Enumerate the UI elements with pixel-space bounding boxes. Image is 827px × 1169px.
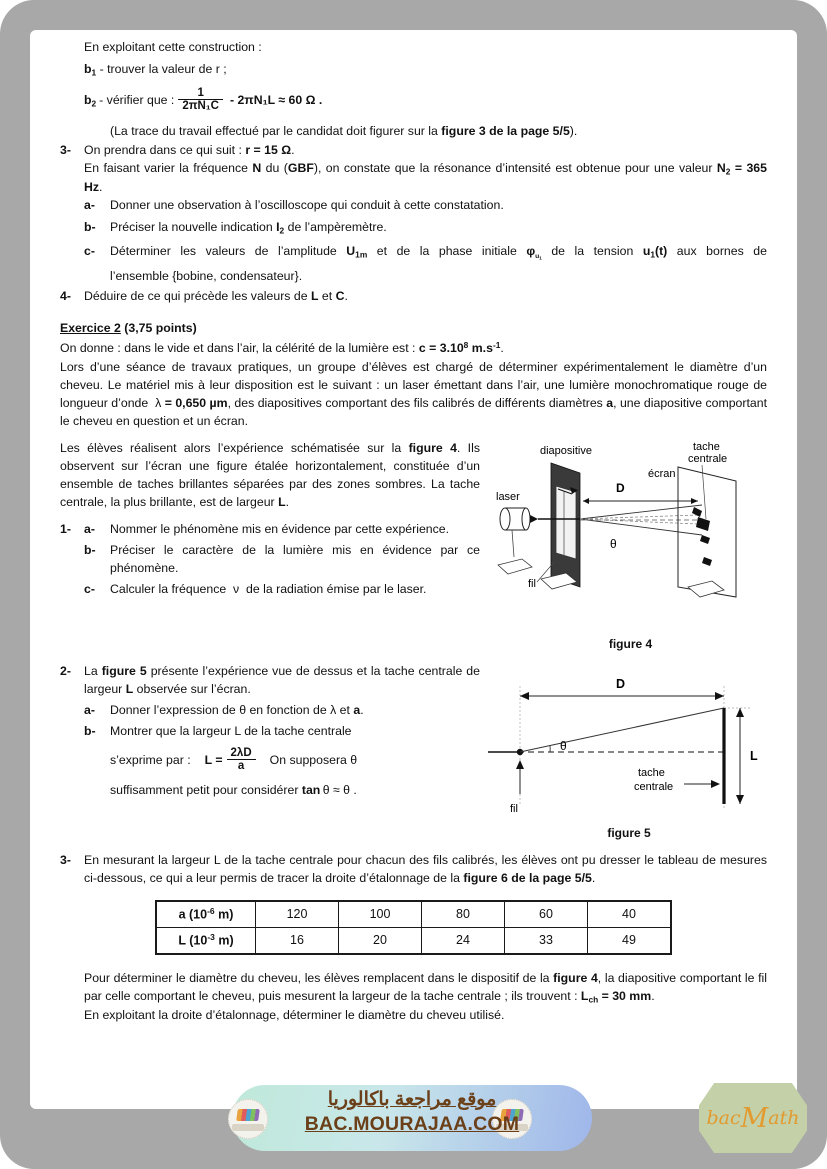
figure5-label-D: D (616, 676, 626, 691)
question-3 (60, 141, 767, 159)
figure4-diffraction-cone (580, 505, 702, 535)
figure4-distance-arrow (583, 498, 698, 504)
q1-item-b-marker: b- (84, 543, 96, 558)
figure-5-diagram (488, 664, 770, 824)
figure4-laser-stand (498, 559, 532, 574)
figure4-label-D: D (616, 481, 625, 495)
bac-math-big: M (740, 1102, 769, 1134)
table-row-L (156, 927, 671, 954)
question-1 (60, 520, 480, 538)
item-b1 (84, 60, 767, 79)
question-4 (60, 287, 767, 305)
exercise-para-2: Les élèves réalisent alors l’expérience schématisée sur la figure 4. Ils observent sur l’écran une figure étalée horizontalement, constituée d’un ensemble de taches brillantes séparées par des zones sombres. La tache centrale, la plus brillante, est de largeur L. (60, 441, 480, 510)
spacer-marker-4 (60, 701, 84, 719)
q2-item-b-marker: b- (84, 723, 96, 738)
figure4-laser-body (500, 508, 538, 557)
figure4-label-tache-1: tache (693, 441, 720, 453)
question-3-marker: 3- (60, 142, 71, 157)
question-2-lead: La figure 5 présente l’expérience vue de dessus et la tache centrale de largeur L observée sur l’écran. (84, 663, 480, 696)
item-a-marker: a- (84, 197, 95, 212)
table-cell: 20 (339, 927, 422, 954)
question-3b-marker: 3- (60, 853, 71, 868)
intro-line: En exploitant cette construction : (84, 40, 262, 54)
figure5-width-arrow (736, 708, 758, 804)
question-4-text: Déduire de ce qui précède les valeurs de L et C. (84, 289, 348, 304)
footer-arabic-title: موقع مراجعة باكالوريا (327, 1089, 497, 1110)
table-cell: 49 (588, 927, 672, 954)
q2-item-b-line4: suffisamment petit pour considérer tan θ ≈ θ . (110, 783, 357, 798)
item-a-text: Donner une observation à l’oscilloscope qui conduit à cette constatation. (110, 197, 504, 212)
q2-fraction-numerator: 2λD (230, 746, 252, 759)
figure4-label-laser: laser (496, 491, 520, 503)
question-3-paragraph: En faisant varier la fréquence N du (GBF), on constate que la résonance d’intensité est obtenue pour une valeur $N_2 = 365$ Hz. (84, 160, 767, 194)
figure5-label-L: L (750, 748, 758, 763)
document-content (60, 38, 767, 1024)
table-cell: 33 (505, 927, 588, 954)
figure-4-diagram (488, 439, 773, 629)
exercise-para-1: Lors d’une séance de travaux pratiques, un groupe d’élèves est chargé de déterminer expérimentalement le diamètre d’un cheveu. Le matériel mis à leur disposition est le suivant : un laser émettant dans l’air, une lumière monochromatique rouge de longueur d’onde λ = 0,650 µm, des diapositives comportant des fils calibrés de différents diamètres a, une diapositive comportant le cheveu en question et un écran. (60, 359, 767, 428)
note-figure3-bold: figure 3 de la page 5/5 (441, 123, 570, 138)
q2-formula-lhs: L = (204, 753, 223, 768)
q1-item-a-text: Nommer le phénomène mis en évidence par cette expérience. (110, 522, 450, 537)
footer-url[interactable]: BAC.MOURAJAA.COM (304, 1112, 520, 1135)
table-cell: 80 (422, 901, 505, 928)
q1-item-b-text: Préciser le caractère de la lumière mis en évidence par ce phénomène. (110, 543, 480, 576)
item-c-text: Déterminer les valeurs de l’amplitude $U_{1m}$ et de la phase initiale $\varphi_{u_1}$ de la tension $u_1(t)$ aux bornes de l’ensemble {bobine, condensateur}. (110, 244, 767, 284)
figure4-text-column (60, 439, 480, 599)
question-3b (60, 851, 767, 887)
question-1-item-c (60, 580, 480, 598)
table-header-a: a ($10^{-6}$ m) (156, 901, 256, 928)
figure4-slide (551, 463, 580, 587)
formula-fraction (178, 87, 223, 112)
q2-item-b-line2: s’exprime par : (110, 753, 191, 768)
item-b2 (84, 88, 767, 113)
item-b2-rest: - 2πN₁L ≈ 60 Ω . (229, 93, 323, 108)
figure4-label-ecran: écran (648, 468, 676, 480)
question-2-item-b (60, 722, 480, 799)
question-1-marker: 1- (60, 522, 71, 537)
figure4-screen (678, 467, 736, 597)
table-cell: 24 (422, 927, 505, 954)
q2-item-a-marker: a- (84, 702, 95, 717)
figure5-tache-arrow (684, 780, 720, 788)
figure4-label-fil: fil (528, 578, 536, 590)
figure5-label-tache-1: tache (638, 766, 665, 779)
footer-banner (0, 1079, 827, 1169)
item-b1-marker: $b_1$ (84, 62, 97, 78)
exercise-title-text: Exercice 2 (60, 321, 121, 336)
question-3-item-c (84, 242, 767, 285)
q2-item-b-text (110, 722, 480, 799)
item-b-marker: b- (84, 219, 96, 234)
figure5-column (480, 662, 770, 843)
figure5-label-theta: θ (560, 738, 567, 753)
item-b-text: Préciser la nouvelle indication $I_2$ de l’ampèremètre. (110, 219, 387, 235)
figure4-label-theta: θ (610, 537, 617, 551)
figure5-label-fil: fil (510, 802, 518, 815)
measurements-table-wrap (60, 900, 767, 955)
fraction-denominator: 2πN₁C (178, 99, 223, 112)
table-row-a (156, 901, 671, 928)
bac-math-small: bac (706, 1107, 741, 1129)
figure5-text-column (60, 662, 480, 799)
table-header-L: L ($10^{-3}$ m) (156, 927, 256, 954)
q3-r-value: r = 15 Ω (245, 142, 292, 157)
spacer-marker (60, 159, 84, 196)
question-3b-bold: figure 6 de la page 5/5 (463, 871, 592, 886)
page-sheet (30, 30, 797, 1109)
q2-fraction-denominator: a (227, 759, 256, 772)
spacer-marker-3 (60, 580, 84, 598)
question-3-item-b (84, 218, 767, 237)
question-4-marker: 4- (60, 289, 71, 304)
closing-paragraph-1: Pour déterminer le diamètre du cheveu, les élèves remplacent dans le dispositif de la figure 4, la diapositive comportant le fil par celle comportant le cheveu, puis mesurent la largeur de la tache centrale ; ils trouvent : $L_{ch} = 30$ mm. (84, 970, 768, 1004)
section-figure5 (60, 662, 767, 843)
question-3-item-a (84, 196, 767, 214)
q2-item-a-text: Donner l’expression de θ en fonction de λ et a. (110, 702, 364, 717)
table-cell: 120 (256, 901, 339, 928)
table-cell: 40 (588, 901, 672, 928)
table-cell: 60 (505, 901, 588, 928)
closing-paragraph-2: En exploitant la droite d’étalonnage, déterminer le diamètre du cheveu utilisé. (84, 1008, 505, 1023)
question-2-marker: 2- (60, 663, 71, 678)
note-figure3: (La trace du travail effectué par le candidat doit figurer sur la figure 3 de la page 5/5). (110, 123, 578, 138)
figure4-screen-stand (688, 581, 724, 597)
measurements-table (155, 900, 672, 955)
bac-math-label (699, 1083, 807, 1153)
exercise-points: (3,75 points) (120, 321, 197, 336)
spacer-marker-5 (60, 722, 84, 799)
figure-4-caption: figure 4 (608, 637, 653, 652)
question-3b-text: En mesurant la largeur L de la tache centrale pour chacun des fils calibrés, les élèves ont pu dresser le tableau de mesures ci-dessous, ce qui a leur permis de tracer la droite d’étalonnage de la figure 6 de la page 5/5. (84, 853, 767, 886)
q1-item-c-text: Calculer la fréquence ν de la radiation émise par le laser. (110, 582, 427, 597)
exercise-title (60, 319, 767, 337)
table-cell: 100 (339, 901, 422, 928)
footer-text-block (232, 1087, 592, 1136)
item-b1-text: - trouver la valeur de r ; (96, 62, 227, 77)
section-figure4 (60, 439, 767, 654)
question-2 (60, 662, 480, 698)
q1-item-a-marker: a- (84, 522, 95, 537)
question-3-body: On prendra dans ce qui suit : r = 15 Ω. (84, 142, 295, 157)
figure5-label-tache-2: centrale (634, 780, 674, 793)
item-c-marker: c- (84, 244, 95, 259)
exercise-given: On donne : dans le vide et dans l’air, la célérité de la lumière est : $c = 3.10^8$ $m.s^{-1}$. (60, 339, 504, 355)
figure5-fil-arrow (510, 760, 524, 815)
figure4-label-tache-2: centrale (688, 453, 728, 465)
spacer-marker-2 (60, 541, 84, 577)
figure4-spots (692, 507, 712, 566)
q2-item-b-formula-row (110, 748, 480, 773)
figure4-label-diapositive: diapositive (540, 445, 592, 457)
q1-item-c-marker: c- (84, 582, 95, 597)
table-cell: 16 (256, 927, 339, 954)
figure5-distance-arrow (520, 677, 724, 700)
bac-math-logo (699, 1083, 807, 1153)
bac-math-rest: ath (768, 1107, 800, 1129)
q2-item-b-line3: On supposera θ (269, 753, 358, 768)
item-b2-lead: - vérifier que : (99, 93, 175, 108)
item-b2-marker: $b_2$ (84, 92, 97, 109)
question-1-item-b (60, 541, 480, 577)
q2-formula-fraction (227, 747, 256, 772)
figure5-diffracted-ray (520, 708, 724, 752)
q2-item-b-line1: Montrer que la largeur L de la tache centrale (110, 723, 352, 738)
question-3-para (60, 159, 767, 196)
question-2-item-a (60, 701, 480, 719)
figure4-column (480, 439, 773, 654)
fraction-numerator: 1 (197, 86, 204, 99)
figure-5-caption: figure 5 (607, 825, 651, 840)
